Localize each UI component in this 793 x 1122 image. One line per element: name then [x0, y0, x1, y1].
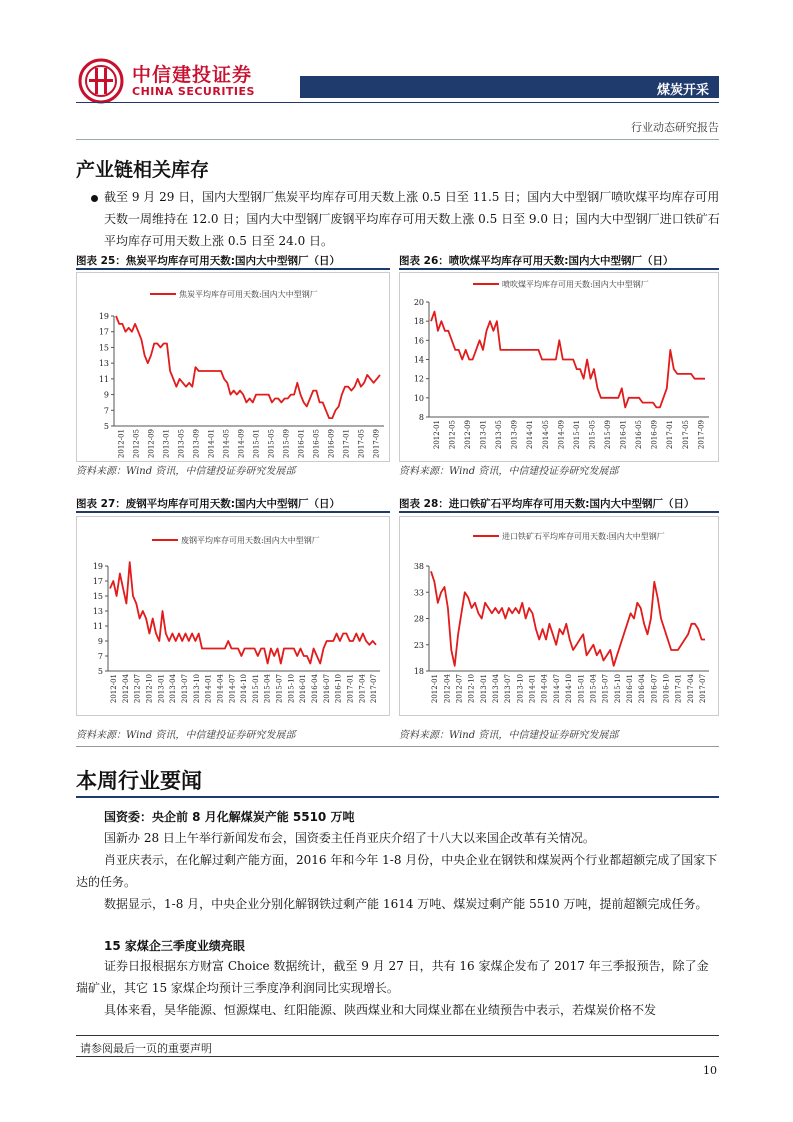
x-tick-label: 2014-04 — [540, 674, 549, 704]
x-tick-label: 2012-10 — [467, 674, 476, 704]
x-tick-label: 2015-01 — [252, 429, 261, 459]
x-tick-label: 2012-09 — [147, 429, 156, 459]
footer-disclaimer: 请参阅最后一页的重要声明 — [80, 1042, 212, 1055]
logo — [78, 58, 278, 106]
x-tick-label: 2013-10 — [192, 674, 201, 704]
chart25-source: 资料来源：Wind 资讯，中信建投证券研究发展部 — [76, 466, 296, 477]
legend-label: 焦炭平均库存可用天数:国内大中型钢厂 — [179, 290, 318, 299]
x-tick-label: 2016-04 — [311, 674, 320, 704]
x-tick-label: 2014-05 — [541, 420, 550, 450]
chart28-caption-rule — [399, 511, 719, 513]
chart25-caption: 图表 25：焦炭平均库存可用天数:国内大中型钢厂（日） — [76, 255, 340, 267]
chart28-caption: 图表 28：进口铁矿石平均库存可用天数:国内大中型钢厂（日） — [399, 498, 695, 510]
x-tick-label: 2015-09 — [603, 420, 612, 450]
y-tick-label: 17 — [92, 577, 103, 586]
header-band-title: 煤炭开采 — [656, 83, 709, 98]
y-tick-label: 5 — [103, 422, 109, 431]
y-tick-label: 19 — [98, 312, 109, 321]
x-tick-label: 2012-01 — [431, 674, 440, 704]
y-tick-label: 23 — [413, 640, 424, 650]
x-tick-label: 2016-01 — [297, 429, 306, 459]
x-tick-label: 2014-09 — [557, 420, 566, 450]
x-tick-label: 2015-01 — [572, 420, 581, 450]
series-line — [431, 571, 705, 666]
x-tick-label: 2016-01 — [299, 674, 308, 704]
x-tick-label: 2013-05 — [177, 429, 186, 459]
x-tick-label: 2016-09 — [650, 420, 659, 450]
series-line — [110, 562, 376, 663]
y-tick-label: 12 — [413, 374, 424, 384]
y-tick-label: 13 — [98, 359, 109, 369]
x-tick-label: 2014-07 — [552, 674, 561, 704]
news1-paragraph-2: 肖亚庆表示，在化解过剩产能方面，2016 年和今年 1-8 月份，中央企业在钢铁和煤炭两个行业都超额完成了国家下达的任务。 — [76, 853, 718, 889]
x-tick-label: 2015-10 — [613, 674, 622, 704]
y-tick-label: 13 — [92, 607, 103, 616]
x-tick-label: 2014-09 — [237, 429, 246, 459]
page-number: 10 — [703, 1064, 717, 1077]
x-tick-label: 2017-09 — [697, 420, 706, 450]
x-tick-label: 2017-01 — [666, 420, 675, 450]
x-tick-label: 2012-10 — [145, 674, 154, 704]
x-tick-label: 2012-01 — [117, 429, 126, 459]
x-tick-label: 2015-10 — [287, 674, 296, 704]
x-tick-label: 2014-05 — [222, 429, 231, 459]
section-title-inventory: 产业链相关库存 — [76, 159, 210, 181]
x-tick-label: 2015-04 — [589, 674, 598, 704]
x-tick-label: 2013-09 — [510, 420, 519, 450]
news1-paragraph-1: 国新办 28 日上午举行新闻发布会，国资委主任肖亚庆介绍了十八大以来国企改革有关情况。 — [104, 831, 595, 845]
chart27-source: 资料来源：Wind 资讯，中信建投证券研究发展部 — [76, 730, 296, 741]
news1-paragraph-3: 数据显示，1-8 月，中央企业分别化解钢铁过剩产能 1614 万吨、煤炭过剩产能 5510 万吨，提前超额完成任务。 — [104, 897, 708, 911]
y-tick-label: 33 — [413, 588, 424, 598]
y-tick-label: 16 — [413, 336, 424, 346]
chart27-caption-rule — [76, 511, 390, 513]
y-tick-label: 9 — [103, 390, 109, 400]
series-line — [116, 316, 380, 418]
x-tick-label: 2015-01 — [577, 674, 586, 704]
section-title-news: 本周行业要闻 — [76, 769, 202, 793]
y-tick-label: 7 — [103, 406, 109, 416]
x-tick-label: 2017-01 — [346, 674, 355, 704]
x-tick-label: 2017-07 — [699, 674, 708, 704]
x-tick-label: 2013-01 — [479, 674, 488, 704]
y-tick-label: 20 — [413, 298, 424, 307]
news2-paragraph-2: 具体来看，昊华能源、恒源煤电、红阳能源、陕西煤业和大同煤业都在业绩预告中表示，若煤炭价格不发 — [104, 1003, 657, 1017]
x-tick-label: 2012-05 — [132, 429, 141, 459]
y-tick-label: 5 — [97, 667, 103, 676]
x-tick-label: 2012-07 — [133, 674, 142, 704]
header-band — [300, 76, 719, 98]
x-tick-label: 2015-05 — [267, 429, 276, 459]
x-tick-label: 2017-04 — [686, 674, 695, 704]
x-tick-label: 2012-04 — [121, 674, 130, 704]
section-divider — [76, 746, 719, 747]
x-tick-label: 2016-10 — [334, 674, 343, 704]
x-tick-label: 2017-05 — [357, 429, 366, 459]
x-tick-label: 2015-01 — [251, 674, 260, 704]
chart26-pci-coal-inventory — [399, 272, 719, 462]
x-tick-label: 2017-09 — [372, 429, 381, 459]
chart26-caption-rule — [399, 268, 719, 270]
y-tick-label: 38 — [413, 562, 424, 571]
y-tick-label: 15 — [92, 592, 103, 601]
x-tick-label: 2016-09 — [327, 429, 336, 459]
x-tick-label: 2015-05 — [588, 420, 597, 450]
x-tick-label: 2017-01 — [674, 674, 683, 704]
footer-rule-bottom — [76, 1056, 719, 1057]
chart28-iron-ore-inventory — [399, 516, 719, 716]
x-tick-label: 2015-04 — [263, 674, 272, 704]
x-tick-label: 2016-07 — [322, 674, 331, 704]
x-tick-label: 2014-01 — [528, 674, 537, 704]
x-tick-label: 2015-07 — [601, 674, 610, 704]
y-tick-label: 19 — [92, 562, 103, 571]
x-tick-label: 2014-01 — [526, 420, 535, 450]
x-tick-label: 2017-04 — [358, 674, 367, 704]
x-tick-label: 2016-01 — [619, 420, 628, 450]
y-tick-label: 9 — [97, 637, 103, 646]
x-tick-label: 2013-09 — [192, 429, 201, 459]
chart25-coke-inventory — [76, 272, 390, 462]
y-tick-label: 11 — [92, 622, 103, 631]
y-tick-label: 28 — [413, 614, 424, 624]
x-tick-label: 2017-01 — [342, 429, 351, 459]
x-tick-label: 2016-01 — [625, 674, 634, 704]
x-tick-label: 2016-04 — [638, 674, 647, 704]
y-tick-label: 18 — [413, 317, 424, 327]
x-tick-label: 2014-10 — [240, 674, 249, 704]
x-tick-label: 2013-07 — [180, 674, 189, 704]
x-tick-label: 2013-07 — [504, 674, 513, 704]
y-tick-label: 18 — [413, 667, 424, 676]
x-tick-label: 2012-01 — [110, 674, 119, 704]
x-tick-label: 2014-10 — [565, 674, 574, 704]
chart27-scrap-steel-inventory — [76, 516, 390, 716]
logo-chinese: 中信建投证券 — [132, 64, 253, 86]
x-tick-label: 2012-09 — [463, 420, 472, 450]
x-tick-label: 2013-01 — [479, 420, 488, 450]
y-tick-label: 8 — [418, 413, 424, 422]
x-tick-label: 2012-01 — [432, 420, 441, 450]
x-tick-label: 2017-07 — [370, 674, 379, 704]
chart26-source: 资料来源：Wind 资讯，中信建投证券研究发展部 — [399, 466, 619, 477]
y-tick-label: 17 — [98, 327, 109, 337]
x-tick-label: 2013-10 — [516, 674, 525, 704]
legend-label: 喷吹煤平均库存可用天数:国内大中型钢厂 — [502, 280, 649, 289]
x-tick-label: 2012-05 — [448, 420, 457, 450]
x-tick-label: 2016-07 — [650, 674, 659, 704]
y-tick-label: 10 — [413, 393, 424, 403]
y-tick-label: 14 — [413, 355, 424, 365]
x-tick-label: 2014-01 — [204, 674, 213, 704]
header-divider — [76, 102, 719, 103]
x-tick-label: 2012-04 — [443, 674, 452, 704]
chart26-caption: 图表 26：喷吹煤平均库存可用天数:国内大中型钢厂（日） — [399, 255, 674, 267]
x-tick-label: 2013-01 — [162, 429, 171, 459]
logo-english: CHINA SECURITIES — [132, 85, 255, 98]
chart28-source: 资料来源：Wind 资讯，中信建投证券研究发展部 — [399, 730, 619, 741]
news-title-rule — [76, 796, 719, 798]
x-tick-label: 2017-05 — [681, 420, 690, 450]
bullet-dot-icon — [91, 195, 98, 202]
y-tick-label: 15 — [98, 343, 109, 353]
news2-paragraph-1: 证券日报根据东方财富 Choice 数据统计，截至 9 月 27 日，共有 16 家煤企发布了 2017 年三季报预告，除了金瑞矿业，其它 15 家煤企均预计三季度净利润同比实现增长。 — [76, 959, 709, 995]
citic-logo-icon — [78, 58, 124, 104]
y-tick-label: 11 — [98, 374, 109, 384]
series-line — [431, 312, 705, 408]
y-tick-label: 7 — [97, 652, 103, 661]
x-tick-label: 2013-04 — [492, 674, 501, 704]
x-tick-label: 2015-07 — [275, 674, 284, 704]
x-tick-label: 2016-05 — [635, 420, 644, 450]
x-tick-label: 2016-10 — [662, 674, 671, 704]
report-type: 行业动态研究报告 — [631, 121, 719, 134]
footer-rule — [76, 1035, 719, 1036]
x-tick-label: 2016-05 — [312, 429, 321, 459]
x-tick-label: 2013-05 — [495, 420, 504, 450]
chart25-caption-rule — [76, 268, 390, 270]
legend-label: 废钢平均库存可用天数:国内大中型钢厂 — [181, 536, 320, 545]
x-tick-label: 2013-04 — [169, 674, 178, 704]
x-tick-label: 2012-07 — [455, 674, 464, 704]
legend-label: 进口铁矿石平均库存可用天数:国内大中型钢厂 — [502, 532, 665, 541]
news1-headline: 国资委：央企前 8 月化解煤炭产能 5510 万吨 — [104, 810, 355, 824]
chart27-caption: 图表 27：废钢平均库存可用天数:国内大中型钢厂（日） — [76, 498, 340, 510]
inventory-bullet-text: 截至 9 月 29 日，国内大型钢厂焦炭平均库存可用天数上涨 0.5 日至 11.5 日；国内大中型钢厂喷吹煤平均库存可用天数一周维持在 12.0 日；国内大中型钢厂废钢平均库存可用天数上涨 0.5 日至 9.0 日；国内大中型钢厂进口铁矿石平均库存可用天数上涨 0.5 日至 24.0 日。 — [104, 190, 720, 248]
x-tick-label: 2014-04 — [216, 674, 225, 704]
subheader-divider — [76, 139, 719, 140]
x-tick-label: 2014-01 — [207, 429, 216, 459]
news2-headline: 15 家煤企三季度业绩亮眼 — [104, 939, 245, 953]
x-tick-label: 2013-01 — [157, 674, 166, 704]
x-tick-label: 2015-09 — [282, 429, 291, 459]
x-tick-label: 2014-07 — [228, 674, 237, 704]
